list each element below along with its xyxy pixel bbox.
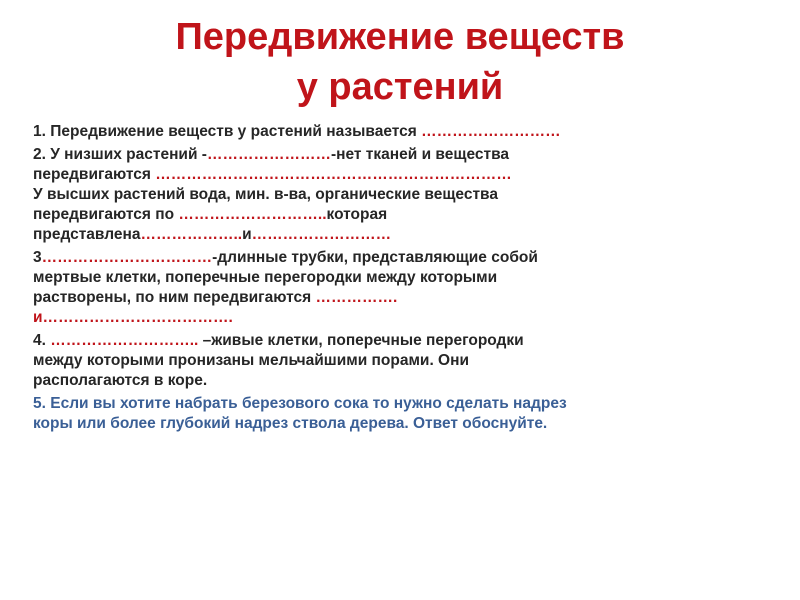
question-1-text: 1. Передвижение веществ у растений называется <box>33 123 422 140</box>
question-4-text-4: располагаются в коре. <box>33 372 208 389</box>
question-2-blank-1: …………………… <box>206 146 331 163</box>
question-2-text-4: У высших растений вода, мин. в-ва, органические вещества <box>33 186 498 203</box>
question-5-line-1: 5. Если вы хотите набрать березового сока то нужно сделать надрез <box>33 395 567 412</box>
slide-title-line-1: Передвижение веществ <box>175 16 625 58</box>
question-3-text-2: -длинные трубки, представляющие собой <box>212 249 538 266</box>
question-3-text-4: растворены, по ним передвигаются <box>33 289 316 306</box>
question-3-blank-1: …………………………… <box>41 249 213 266</box>
question-3-text-3: мертвые клетки, поперечные перегородки между которыми <box>33 269 498 286</box>
question-4-text-1: 4. <box>33 332 51 349</box>
question-2-text-5: передвигаются по <box>33 206 179 223</box>
question-3-text-5: и <box>33 309 43 326</box>
question-2-text-7: представлена <box>33 226 141 243</box>
slide-title-line-2: у растений <box>296 66 504 108</box>
question-5-line-2: коры или более глубокий надрез ствола дерева. Ответ обоснуйте. <box>33 415 548 432</box>
question-2-text-8: и <box>242 226 252 243</box>
question-4-text-2: –живые клетки, поперечные перегородки <box>198 332 524 349</box>
question-2 <box>33 145 778 245</box>
question-3-blank-3: ………………………………. <box>42 309 233 326</box>
question-2-text-6: которая <box>326 206 388 223</box>
question-3 <box>33 248 778 328</box>
question-4-blank-1: ……………………….. <box>50 332 199 349</box>
question-2-text-1: 2. У низших растений - <box>33 146 207 163</box>
question-3-text-1: 3 <box>33 249 42 266</box>
question-2-text-2: -нет тканей и вещества <box>330 146 510 163</box>
question-4-text-3: между которыми пронизаны мельчайшими порами. Они <box>33 352 470 369</box>
slide-title <box>0 12 800 112</box>
question-4 <box>33 331 778 391</box>
question-2-blank-3: ……………………….. <box>178 206 327 223</box>
question-1 <box>33 122 778 142</box>
question-2-blank-4: ……………….. <box>140 226 243 243</box>
question-2-blank-5: ……………………… <box>251 226 392 243</box>
question-list <box>33 122 778 434</box>
question-5 <box>33 394 778 434</box>
question-2-text-3: передвигаются <box>33 166 156 183</box>
question-1-blank: ……………………… <box>421 123 561 140</box>
question-2-blank-2: …………………………………………………………… <box>155 166 512 183</box>
question-3-blank-2: ……………. <box>315 289 398 306</box>
